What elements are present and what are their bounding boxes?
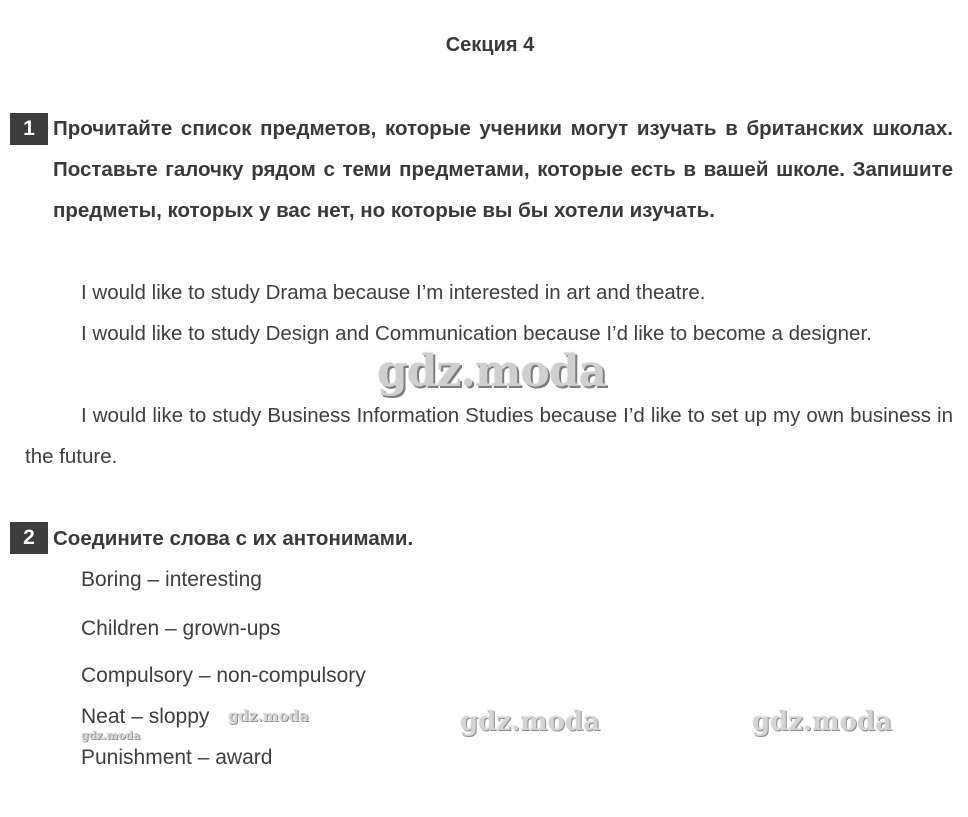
task-1-number: 1	[10, 113, 48, 145]
watermark: gdz.moda	[460, 707, 601, 737]
antonym-pair: Boring – interesting	[81, 568, 262, 591]
section-title: Секция 4	[445, 34, 535, 56]
task-2-instruction: Соедините слова с их антонимами.	[53, 527, 414, 550]
watermark: gdz.moda	[81, 729, 141, 742]
task-1-answer-1: I would like to study Drama because I’m interested in art and theatre.	[81, 281, 706, 304]
antonym-pair: Neat – sloppy	[81, 705, 210, 728]
task-1-answer-2: I would like to study Design and Communication because I’d like to become a designer.	[81, 322, 872, 345]
watermark: gdz.moda	[228, 707, 309, 725]
task-1-instruction: Прочитайте список предметов, которые ученики могут изучать в британских школах. Поставьте галочку рядом с теми предметами, которые есть в вашей школе. Запишите предметы, которых у вас нет, но которые вы бы хотели изучать.	[53, 117, 953, 222]
watermark: gdz.moda	[752, 707, 893, 737]
task-1-answer-3: I would like to study Business Information Studies because I’d like to set up my own business in the future.	[25, 404, 953, 468]
antonym-pair: Punishment – award	[81, 746, 273, 769]
antonym-pair: Compulsory – non-compulsory	[81, 664, 366, 687]
watermark: gdz.moda	[377, 346, 607, 397]
task-2-number: 2	[10, 522, 48, 554]
antonym-pair: Children – grown-ups	[81, 617, 281, 640]
